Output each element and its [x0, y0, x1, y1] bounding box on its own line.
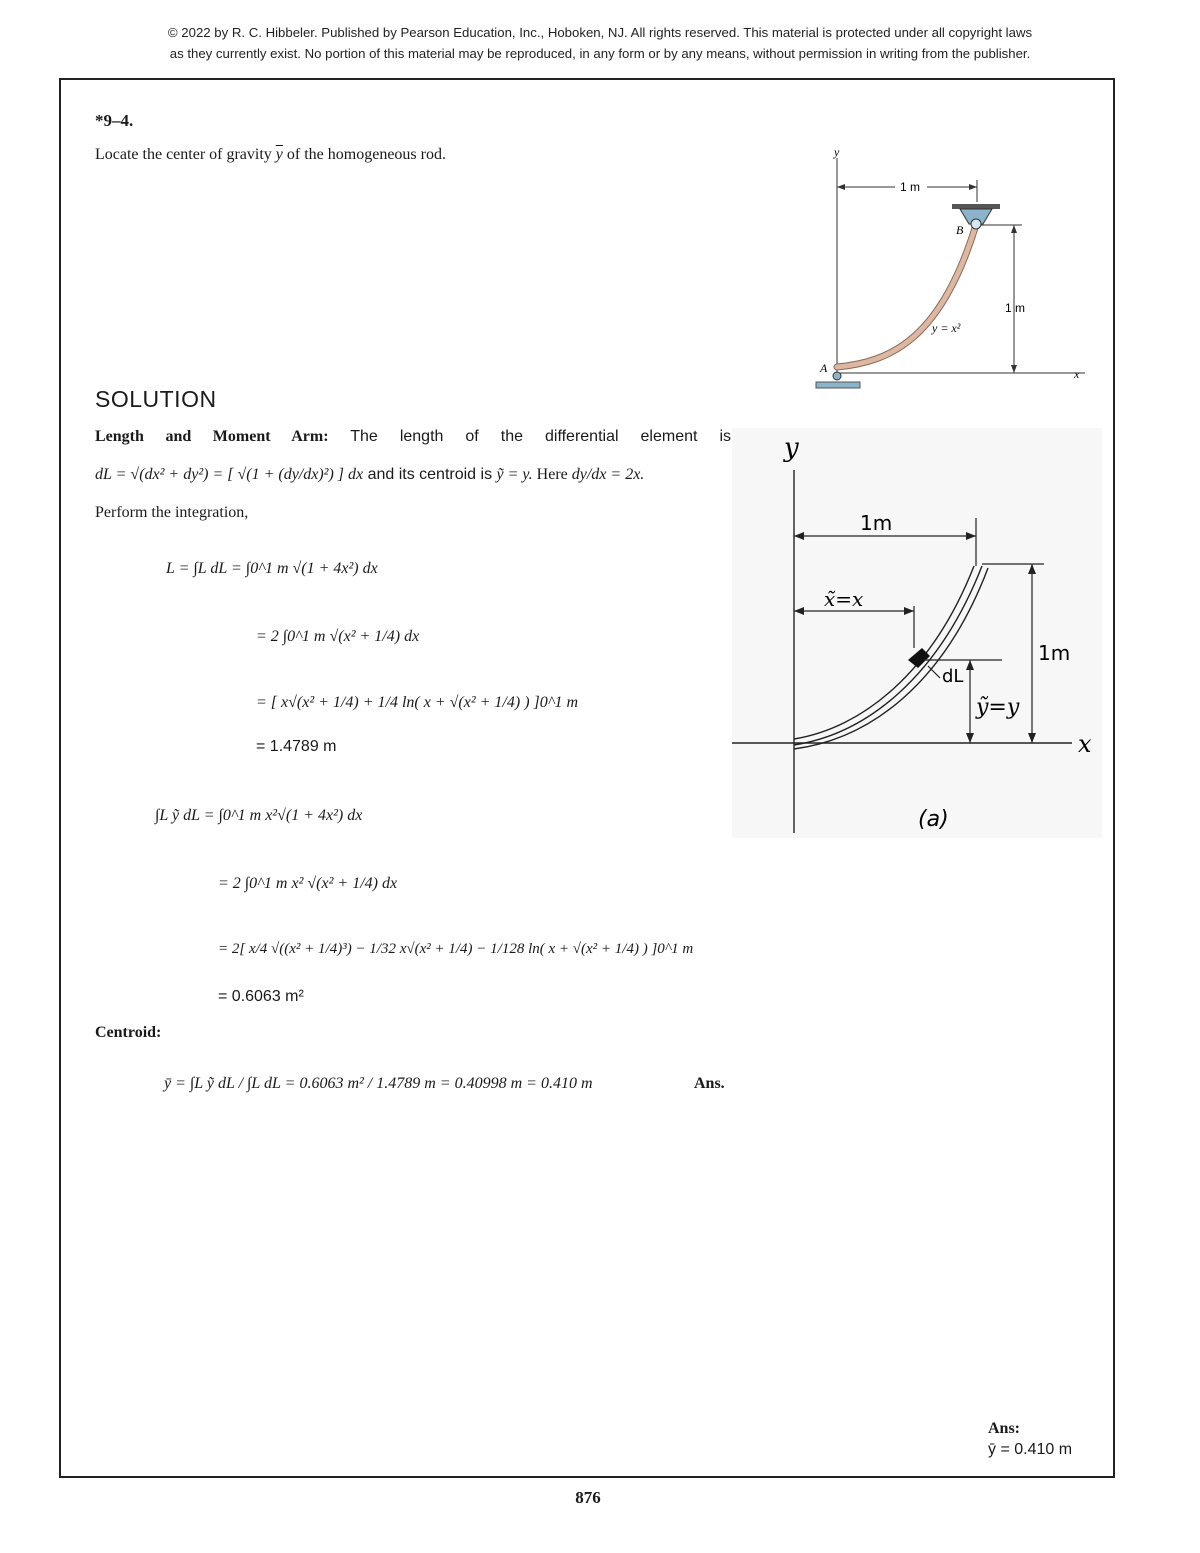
page-number: 876	[575, 1488, 601, 1507]
support-b-wall	[952, 204, 1000, 209]
copyright-line-2: as they currently exist. No portion of this material may be reproduced, in any form or by any means, without permission in writing from the publisher.	[169, 46, 1031, 61]
hand-sketch	[732, 428, 1102, 838]
sketch-dim-right-label: 1m	[1038, 641, 1071, 665]
centroid-expression: ỹ = y.	[496, 466, 533, 483]
lma-label: Length and Moment Arm:	[95, 428, 329, 445]
length-eq-1: L = ∫L dL = ∫0^1 m √(1 + 4x²) dx	[166, 560, 378, 577]
support-a-base	[816, 382, 860, 388]
curve-equation: y = x²	[932, 321, 961, 335]
sketch-y-label: y	[784, 433, 799, 463]
rod-figure	[800, 140, 1100, 400]
length-eq-2: = 2 ∫0^1 m √(x² + 1/4) dx	[256, 628, 420, 645]
y-bar-symbol: $\overline{y}$	[275, 146, 283, 163]
moment-eq-2: = 2 ∫0^1 m x² √(x² + 1/4) dx	[218, 875, 398, 892]
sketch-caption: (a)	[918, 807, 949, 832]
point-a-label: A	[820, 361, 828, 375]
problem-number: *9–4.	[95, 111, 134, 130]
length-result: = 1.4789 m	[256, 738, 337, 755]
copyright-notice	[70, 22, 1130, 64]
dim-right-label: 1 m	[1005, 301, 1026, 315]
moment-result: = 0.6063 m²	[218, 988, 304, 1005]
dl-equation-line: dL = √(dx² + dy²) = [ √(1 + (dy/dx)²) ] dx and its centroid is ỹ = y. Here dy/dx = 2x.	[95, 466, 645, 483]
derivative-expression: dy/dx = 2x.	[571, 466, 645, 483]
sketch-dim-top-label: 1m	[860, 511, 893, 535]
moment-eq-3: = 2[ x/4 √((x² + 1/4)³) − 1/32 x√(x² + 1/4) − 1/128 ln( x + √(x² + 1/4) ) ]0^1 m	[218, 941, 694, 957]
rod-outline	[837, 228, 975, 367]
dim-top-label: 1 m	[900, 180, 921, 194]
figure-x-label: x	[1074, 367, 1080, 381]
perform-text: Perform the integration,	[95, 504, 249, 521]
solution-heading: SOLUTION	[95, 386, 217, 412]
sketch-element	[908, 648, 930, 668]
sketch-rod-middle	[794, 566, 982, 745]
centroid-label: Centroid:	[95, 1024, 162, 1041]
roller-a	[833, 372, 841, 380]
moment-eq-1: ∫L ỹ dL = ∫0^1 m x²√(1 + 4x²) dx	[155, 807, 363, 824]
copyright-line-1: © 2022 by R. C. Hibbeler. Published by Pearson Education, Inc., Hoboken, NJ. All rights reserved. This material is protected under all copyright laws	[167, 25, 1033, 40]
answer-box-value: ȳ = 0.410 m	[988, 1441, 1073, 1458]
sketch-dl-label: dL	[942, 666, 964, 687]
problem-statement: Locate the center of gravity $\overline{y}$ of the homogeneous rod.	[95, 146, 446, 163]
sketch-ytilde-label: ỹ=y	[976, 695, 1020, 720]
sketch-xtilde-label: x̃=x	[824, 587, 864, 611]
centroid-equation: ȳ = ∫L ỹ dL / ∫L dL = 0.6063 m² / 1.4789 m = 0.40998 m = 0.410 m	[164, 1075, 593, 1092]
sketch-x-label: x	[1078, 730, 1092, 758]
pin-b	[971, 219, 981, 229]
answer-marker: Ans.	[694, 1075, 725, 1092]
sketch-drawing	[732, 428, 1102, 838]
dl-definition: dL = √(dx² + dy²) = [ √(1 + (dy/dx)²) ] dx	[95, 466, 364, 483]
answer-box-label: Ans:	[988, 1420, 1021, 1437]
point-b-label: B	[956, 223, 964, 237]
figure-y-label: y	[834, 145, 840, 159]
length-eq-3: = [ x√(x² + 1/4) + 1/4 ln( x + √(x² + 1/4) ) ]0^1 m	[256, 694, 579, 711]
lma-paragraph: Length and Moment Arm: The length of the differential element is	[95, 428, 731, 445]
